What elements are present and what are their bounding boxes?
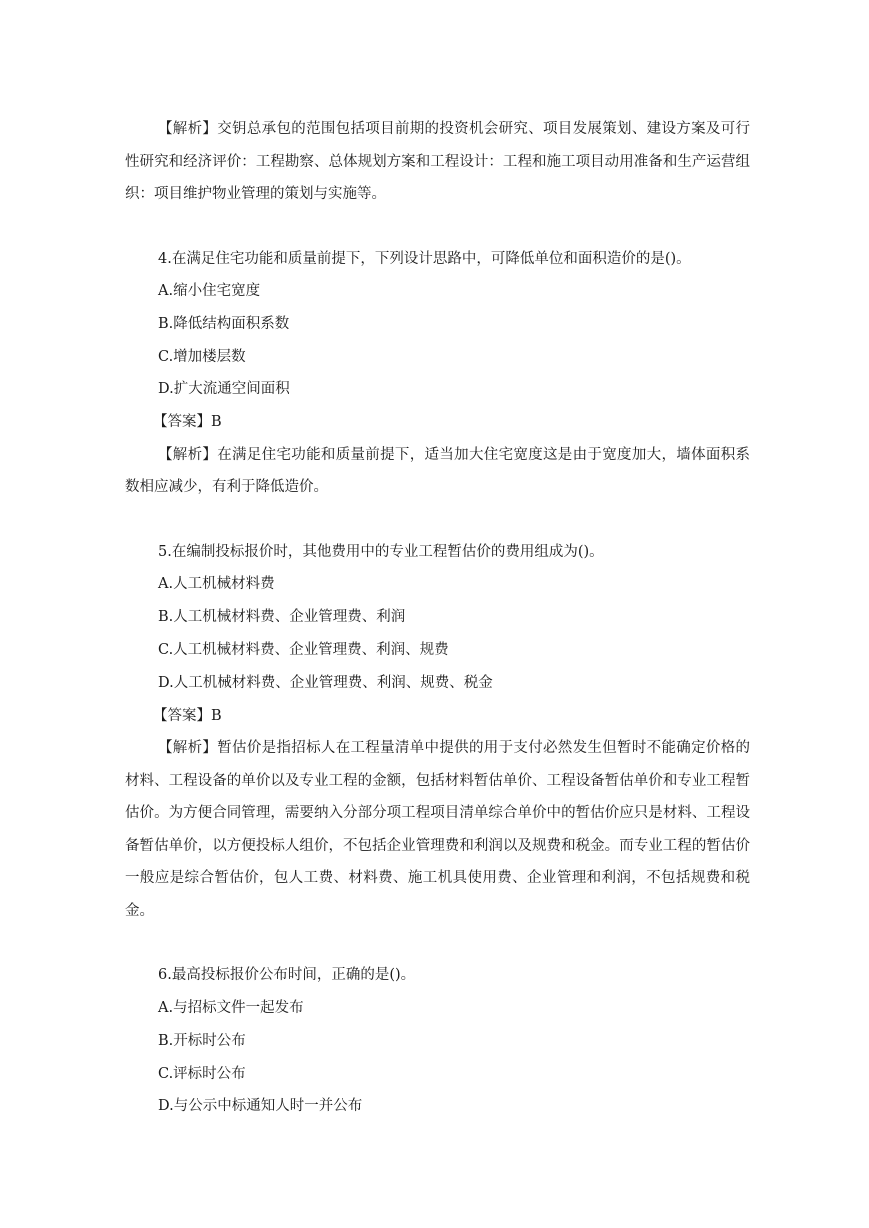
q6-option-b: B.开标时公布 [158,1032,246,1049]
q6-option-a: A.与招标文件一起发布 [158,999,304,1016]
q4-question: 4.在满足住宅功能和质量前提下，下列设计思路中，可降低单位和面积造价的是()。 [158,250,691,267]
spacer [125,927,750,959]
spacer [125,504,750,536]
q5-question: 5.在编制投标报价时，其他费用中的专业工程暂估价的费用组成为()。 [158,543,604,560]
q4-option-b: B.降低结构面积系数 [158,315,290,332]
q5-option-b: B.人工机械材料费、企业管理费、利润 [158,609,406,626]
q4-analysis: 【解析】在满足住宅功能和质量前提下，适当加大住宅宽度这是由于宽度加大，墙体面积系数相应减少，有利于降低造价。 [125,446,750,496]
document-content [125,113,750,1123]
q5-answer: 【答案】B [153,707,222,724]
q5-option-a: A.人工机械材料费 [158,576,275,593]
q4-option-c: C.增加楼层数 [158,348,246,365]
q4-option-a: A.缩小住宅宽度 [158,283,261,299]
q6-question: 6.最高投标报价公布时间，正确的是()。 [158,967,416,984]
spacer [125,211,750,243]
q3-analysis: 【解析】交钥总承包的范围包括项目前期的投资机会研究、项目发展策划、建设方案及可行性研究和经济评价：工程勘察、总体规划方案和工程设计：工程和施工项目动用准备和生产运营组织：项目维护物业管理的策划与实施等。 [125,121,750,202]
q5-option-c: C.人工机械材料费、企业管理费、利润、规费 [158,642,449,659]
q5-option-d: D.人工机械材料费、企业管理费、利润、规费、税金 [158,674,493,691]
q4-option-d: D.扩大流通空间面积 [158,381,290,398]
q6-option-d: D.与公示中标通知人时一并公布 [158,1098,363,1115]
q4-answer: 【答案】B [153,414,222,431]
q6-option-c: C.评标时公布 [158,1065,246,1082]
q5-analysis: 【解析】暂估价是指招标人在工程量清单中提供的用于支付必然发生但暂时不能确定价格的材料、工程设备的单价以及专业工程的金额，包括材料暂估单价、工程设备暂估单价和专业工程暂估价。为方便合同管理，需要纳入分部分项工程项目清单综合单价中的暂估价应只是材料、工程设备暂估单价，以方便投标人组价，不包括企业管理费和利润以及规费和税金。而专业工程的暂估价一般应是综合暂估价，包人工费、材料费、施工机具使用费、企业管理和利润，不包括规费和税金。 [125,740,750,919]
